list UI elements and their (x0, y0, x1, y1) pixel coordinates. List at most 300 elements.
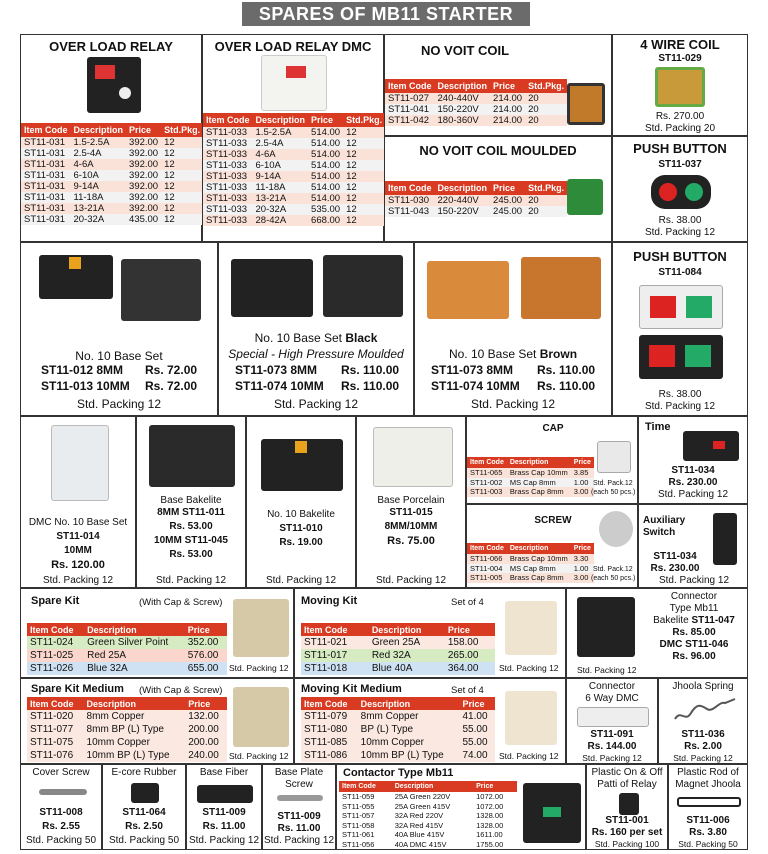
connector-panel (566, 588, 748, 678)
connector-image (577, 597, 635, 657)
table-cell: 214.00 (490, 93, 525, 104)
table-cell: 6-10A (71, 170, 127, 181)
item-name: Connector (670, 591, 718, 602)
table-row (301, 723, 495, 736)
price-table: Item Code Description Price ST11-024 Green Silver Point 352.00 ST11-025 Red 25A 576.00 ST11-026 Blue 32A 655.00 (27, 623, 227, 675)
table-cell: ST11-080 (301, 723, 358, 736)
table-row (339, 802, 517, 812)
panel-title: 4 WIRE COIL (640, 37, 720, 52)
moving-kit-panel (294, 588, 566, 678)
std-packing: Std. Packing 12 (644, 227, 716, 238)
price: Rs. 72.00 (145, 363, 198, 377)
table-cell: 12 (343, 160, 385, 171)
table-cell: 392.00 (126, 137, 161, 148)
panel-title: PUSH BUTTON (633, 249, 727, 264)
table-row (21, 159, 203, 170)
price: Rs. 53.00 (169, 549, 213, 560)
item-code: ST11-029 (658, 53, 702, 64)
base-image (121, 259, 201, 321)
table-cell: 12 (161, 181, 203, 192)
table-cell: MS Cap 8mm (507, 478, 571, 488)
price: Rs. 96.00 (672, 651, 716, 662)
std-packing: Std. Packing 12 (577, 665, 637, 675)
table-cell: 25A Green 415V (394, 801, 451, 811)
std-packing: Std. Packing 12 (188, 835, 260, 846)
table-row (301, 649, 495, 662)
table-row (467, 564, 594, 574)
price-table: Item Code Description Price ST11-079 8mm Copper 41.00 ST11-080 BP (L) Type 55.00 ST11-085 10mm Copper 55.00 ST11-086 10mm BP (L) Type 74.00 (301, 697, 495, 762)
table-cell: 392.00 (126, 192, 161, 203)
table-row (21, 203, 203, 214)
table-cell: 180-360V (435, 115, 491, 126)
item-name: No. 10 Bakelite (267, 509, 335, 520)
base-image (231, 259, 313, 317)
dmc-base-set-panel (20, 416, 136, 588)
jhoola-spring-panel (658, 678, 748, 764)
item-name: No. 10 Base Set Black (254, 331, 378, 345)
std-packing: Std. Packing 12 (265, 575, 337, 586)
base-set-panel (20, 242, 218, 416)
table-cell: 25A Green 220V (394, 792, 451, 801)
table-cell: 392.00 (126, 170, 161, 181)
table-cell: 41.00 (459, 710, 495, 723)
price-table: Item Code Description Price Std.Pkg. ST11-033 1.5-2.5A 514.00 12 ST11-033 2.5-4A 514.00 12 ST11-033 4-6A 514.00 12 ST11-033 6-10A 514.00 12 ST11-033 9-14A 514.00 12 ST11-033 11-18A 514.00 12 ST11-033 13-21A 514.00 12 ST11-033 20-32A 535.00 12 ST11-033 28-42A 668.00 12 (203, 113, 385, 226)
contactor-panel (336, 764, 586, 850)
panel-title: Spare Kit (31, 595, 80, 607)
table-cell: 12 (343, 193, 385, 204)
push-button-panel-2 (612, 242, 748, 416)
price: Rs. 270.00 (655, 111, 705, 122)
table-cell: ST11-033 (203, 215, 253, 226)
item-code: ST11-073 8MM (235, 363, 318, 377)
item-name: Base Porcelain (377, 495, 445, 506)
table-row (21, 192, 203, 203)
panel-title: NO VOIT COIL (420, 43, 510, 58)
patti-image (619, 793, 639, 815)
table-cell: 6-10A (253, 160, 309, 171)
table-cell: 9-14A (71, 181, 127, 192)
item-name: DMC No. 10 Base Set (28, 517, 128, 528)
table-cell: 20 (525, 195, 567, 206)
spring-image (671, 695, 739, 725)
switch-image (713, 513, 737, 565)
table-row (339, 830, 517, 840)
table-cell: ST11-026 (27, 662, 84, 675)
base-image (521, 257, 601, 319)
table-row (203, 149, 385, 160)
table-cell: 20 (525, 104, 567, 115)
table-row (301, 749, 495, 762)
table-cell: 40A Blue 415V (394, 830, 445, 839)
table-cell: ST11-033 (203, 171, 253, 182)
table-cell: 20-32A (71, 214, 127, 225)
panel-note: Set of 4 (451, 685, 484, 696)
table-cell: 3.85 (571, 468, 594, 478)
spare-kit-panel (20, 588, 294, 678)
table-cell: ST11-005 (467, 573, 507, 583)
panel-title: Base Plate (274, 767, 324, 778)
subtitle: Special - High Pressure Moulded (228, 347, 404, 361)
base-image (149, 425, 235, 487)
table-cell: ST11-024 (27, 636, 84, 649)
table-row (21, 137, 203, 148)
table-row (203, 193, 385, 204)
table-row (27, 749, 227, 762)
cap-panel (466, 416, 638, 504)
std-packing: Std. Packing 50 (108, 835, 180, 846)
table-cell: ST11-061 (342, 830, 375, 839)
table-cell: 12 (343, 182, 385, 193)
item-code: ST11-091 (590, 729, 634, 740)
table-cell: 392.00 (126, 159, 161, 170)
table-cell: ST11-031 (21, 159, 71, 170)
overload-relay-panel (20, 34, 202, 242)
table-cell: ST11-055 (342, 801, 375, 811)
table-cell: 8mm Copper (358, 710, 460, 723)
item-name: Type Mb11 (669, 603, 719, 614)
base-image (427, 261, 509, 319)
table-cell: 12 (343, 204, 385, 215)
table-cell: 1328.00 (476, 820, 504, 830)
table-row (385, 104, 567, 115)
table-cell: ST11-033 (203, 182, 253, 193)
table-cell: 28-42A (253, 215, 309, 226)
table-cell: ST11-033 (203, 204, 253, 215)
no10-bakelite-panel (246, 416, 356, 588)
table-cell: 1072.00 (476, 792, 504, 801)
price-table: Item Code Description Price Std.Pkg. ST11-030 220-440V 245.00 20 ST11-043 150-220V 245.00 20 (385, 181, 567, 217)
panel-title: Time (645, 421, 671, 433)
item-code: ST11-014 (56, 531, 100, 542)
table-cell: 1611.00 (476, 830, 503, 839)
base-image (323, 255, 403, 317)
table-cell: Brass Cap 8mm (507, 573, 571, 583)
std-packing: Std. Packing 12 (229, 663, 289, 673)
std-packing: Std. Packing 100 (594, 839, 660, 849)
panel-note: (With Cap & Screw) (139, 685, 223, 696)
table-cell: 576.00 (185, 649, 227, 662)
price: Rs. 85.00 (672, 627, 716, 638)
table-row (339, 792, 517, 802)
item-code: ST11-013 10MM (41, 379, 130, 393)
rubber-image (131, 783, 159, 803)
table-cell: ST11-058 (342, 820, 375, 830)
table-cell: 13-21A (253, 193, 309, 204)
table-cell: 8mm BP (L) Type (84, 723, 186, 736)
item-code: ST11-008 (39, 807, 83, 818)
table-row (301, 736, 495, 749)
table-cell: MS Cap 8mm (507, 564, 571, 574)
item-code: ST11-074 10MM (235, 379, 324, 393)
table-cell: 240-440V (435, 93, 491, 104)
price: Rs. 75.00 (387, 535, 435, 547)
item-code: ST11-009 (277, 811, 321, 822)
table-row (27, 736, 227, 749)
item-name: 6 Way DMC (585, 693, 639, 704)
table-cell: ST11-057 (342, 811, 375, 820)
kit-image (505, 601, 557, 655)
table-cell: 10mm BP (L) Type (358, 749, 460, 762)
table-cell: Brass Cap 10mm (507, 468, 571, 478)
std-packing: Std. Packing 50 (678, 839, 738, 849)
std-packing: Std. Packing 12 (658, 575, 730, 586)
price-table: Item Code Description Price ST11-059 25A Green 220V 1072.00 ST11-055 25A Green 415V 1072.00 ST11-057 32A Red 220V 1328.00 ST11-058 32A Red 415V 1328.00 ST11-061 40A Blue 415V 1611.00 ST11-056 40A DMC 415V 1755.00 (339, 781, 517, 849)
table-row (385, 195, 567, 206)
push-button-image (651, 175, 711, 209)
panel-title: OVER LOAD RELAY DMC (214, 39, 372, 54)
price: Rs. 11.00 (277, 823, 321, 834)
price-table: Item Code Description Price ST11-066 Brass Cap 10mm 3.30 ST11-004 MS Cap 8mm 1.00 ST11-005 Brass Cap 8mm 3.00 (467, 543, 594, 583)
table-cell: 55.00 (459, 723, 495, 736)
table-cell: 74.00 (459, 749, 495, 762)
table-cell: ST11-031 (21, 148, 71, 159)
table-cell: 132.00 (185, 710, 227, 723)
table-cell: 20-32A (253, 204, 309, 215)
price: Rs. 230.00 (668, 477, 718, 488)
table-cell: Green 25A (369, 636, 445, 649)
table-cell: ST11-066 (467, 554, 507, 564)
table-cell: ST11-033 (203, 160, 253, 171)
timer-image (683, 431, 739, 461)
price: Rs. 110.00 (537, 363, 596, 377)
time-panel (638, 416, 748, 504)
table-row (21, 148, 203, 159)
pack-note: (each 50 pcs.) (591, 575, 636, 582)
table-row (385, 93, 567, 104)
table-cell: 12 (343, 149, 385, 160)
panel-title: Plastic On & Off (591, 767, 663, 778)
table-cell: 514.00 (308, 127, 343, 138)
table-cell: ST11-042 (385, 115, 435, 126)
base-bakelite-panel (136, 416, 246, 588)
rod-image (677, 797, 741, 807)
base-image (39, 255, 113, 299)
table-cell: 514.00 (308, 182, 343, 193)
connector-6way-panel (566, 678, 658, 764)
table-row (27, 723, 227, 736)
moulded-coil-image (567, 179, 603, 215)
item-code: 8MM ST11-011 (157, 507, 225, 518)
item-code: 10MM ST11-045 (154, 535, 228, 546)
panel-title: PUSH BUTTON (633, 141, 727, 156)
table-cell: 1072.00 (476, 801, 504, 811)
table-row (467, 487, 594, 497)
table-row (21, 181, 203, 192)
table-cell: ST11-002 (467, 478, 507, 488)
table-cell: ST11-065 (467, 468, 507, 478)
cap-image (597, 441, 631, 473)
table-cell: 20 (525, 206, 567, 217)
price: Rs. 38.00 (658, 389, 702, 400)
table-cell: 13-21A (71, 203, 127, 214)
table-cell: 1.00 (571, 478, 594, 488)
item-code: ST11-012 8MM (41, 363, 124, 377)
contactor-image (523, 783, 581, 843)
price: Rs. 2.50 (125, 821, 163, 832)
table-cell: ST11-079 (301, 710, 358, 723)
panel-note: (With Cap & Screw) (139, 597, 223, 608)
panel-title: Patti of Relay (597, 779, 657, 790)
overload-relay-dmc-panel (202, 34, 384, 242)
table-cell: 11-18A (253, 182, 309, 193)
panel-title: NO VOIT COIL MOULDED (419, 143, 577, 158)
price-table: Item Code Description Price ST11-020 8mm Copper 132.00 ST11-077 8mm BP (L) Type 200.00 ST11-075 10mm Copper 200.00 ST11-076 10mm BP (L) Type 240.00 (27, 697, 227, 762)
item-size: 8MM/10MM (384, 521, 438, 532)
table-cell: ST11-027 (385, 93, 435, 104)
std-packing: Std. Packing 12 (582, 753, 642, 763)
table-cell: ST11-030 (385, 195, 435, 206)
table-cell: 514.00 (308, 160, 343, 171)
table-cell: Red 25A (84, 649, 185, 662)
table-cell: BP (L) Type (358, 723, 460, 736)
price: Rs. 230.00 (650, 563, 700, 574)
base-image (51, 425, 109, 501)
table-row (385, 115, 567, 126)
table-cell: Red 32A (369, 649, 445, 662)
table-cell: Green Silver Point (84, 636, 185, 649)
table-cell: Brass Cap 8mm (507, 487, 571, 497)
table-cell: 435.00 (126, 214, 161, 225)
price: Rs. 110.00 (341, 379, 400, 393)
item-code: ST11-064 (122, 807, 166, 818)
item-code: ST11-073 8MM (431, 363, 514, 377)
table-cell: ST11-059 (342, 792, 375, 801)
screw-image (277, 795, 323, 801)
panel-title: Jhoola Spring (672, 681, 734, 692)
price: Rs. 110.00 (537, 379, 596, 393)
table-cell: 535.00 (308, 204, 343, 215)
item-code: ST11-015 (389, 507, 433, 518)
table-cell: 4-6A (253, 149, 309, 160)
kit-image (233, 687, 289, 747)
item-code: DMC ST11-046 (659, 639, 729, 650)
table-cell: ST11-033 (203, 149, 253, 160)
table-cell: 12 (161, 170, 203, 181)
panel-title: SCREW (534, 515, 572, 526)
table-cell: 10mm BP (L) Type (84, 749, 186, 762)
price: Rs. 160 per set (591, 827, 663, 838)
base-set-brown-panel (414, 242, 612, 416)
panel-title: Spare Kit Medium (31, 683, 124, 695)
table-cell: ST11-020 (27, 710, 84, 723)
price: Rs. 3.80 (689, 827, 727, 838)
table-row (301, 636, 495, 649)
item-name: No. 10 Base Set Brown (448, 347, 578, 361)
price: Rs. 2.55 (42, 821, 80, 832)
spare-kit-medium-panel (20, 678, 294, 764)
base-fiber-panel (186, 764, 262, 850)
table-cell: 12 (343, 215, 385, 226)
table-cell: 220-440V (435, 195, 491, 206)
table-cell: ST11-076 (27, 749, 84, 762)
table-cell: 150-220V (435, 104, 491, 115)
plastic-rod-panel (668, 764, 748, 850)
table-cell: 1.00 (571, 564, 594, 574)
table-cell: ST11-031 (21, 214, 71, 225)
table-cell: 12 (343, 127, 385, 138)
table-cell: 4-6A (71, 159, 127, 170)
moving-kit-medium-panel (294, 678, 566, 764)
item-code: ST11-001 (605, 815, 649, 826)
table-cell: 9-14A (253, 171, 309, 182)
table-cell: ST11-033 (203, 193, 253, 204)
table-row (203, 204, 385, 215)
table-cell: ST11-021 (301, 636, 369, 649)
table-cell: ST11-025 (27, 649, 84, 662)
panel-note: Set of 4 (451, 597, 484, 608)
item-code: Bakelite ST11-047 (653, 615, 735, 626)
price: Rs. 11.00 (202, 821, 246, 832)
connector-image (577, 707, 649, 727)
std-packing: Std. Packing 12 (375, 575, 447, 586)
table-cell: 12 (161, 203, 203, 214)
panel-title: Auxiliary (643, 515, 686, 526)
table-cell: 214.00 (490, 115, 525, 126)
std-packing: Std. Packing 12 (263, 835, 335, 846)
price-table: Item Code Description Price Std.Pkg. ST11-027 240-440V 214.00 20 ST11-041 150-220V 214.00 20 ST11-042 180-360V 214.00 20 (385, 79, 567, 126)
item-code: ST11-084 (658, 267, 702, 278)
std-packing: Std. Packing 12 (470, 397, 556, 411)
table-cell: 20 (525, 93, 567, 104)
table-row (27, 649, 227, 662)
std-packing: Std. Pack.12 (593, 566, 633, 573)
price: Rs. 19.00 (279, 537, 323, 548)
price: Rs. 144.00 (587, 741, 637, 752)
base-plate-screw-panel (262, 764, 336, 850)
four-wire-coil-panel (612, 34, 748, 136)
base-image (261, 439, 343, 491)
std-packing: Std. Packing 12 (644, 401, 716, 412)
table-cell: Blue 32A (84, 662, 185, 675)
table-cell: 32A Red 415V (394, 820, 444, 830)
table-cell: ST11-003 (467, 487, 507, 497)
base-image (373, 427, 453, 487)
base-set-black-panel (218, 242, 414, 416)
std-packing: Std. Packing 12 (673, 753, 733, 763)
table-row (385, 206, 567, 217)
table-cell: 392.00 (126, 181, 161, 192)
std-packing: Std. Packing 12 (155, 575, 227, 586)
table-cell: 1.5-2.5A (71, 137, 127, 148)
panel-title: Switch (643, 527, 676, 538)
table-cell: 20 (525, 115, 567, 126)
screw-image (599, 511, 633, 547)
panel-title: Magnet Jhoola (675, 779, 741, 790)
push-button-image (639, 285, 723, 329)
table-row (21, 214, 203, 225)
item-code: ST11-010 (279, 523, 323, 534)
table-row (203, 160, 385, 171)
table-cell: ST11-031 (21, 192, 71, 203)
table-cell: 12 (343, 171, 385, 182)
table-cell: 12 (161, 137, 203, 148)
panel-title: Moving Kit Medium (301, 683, 402, 695)
coil-image (655, 67, 705, 107)
table-cell: 1328.00 (476, 811, 504, 820)
table-cell: ST11-031 (21, 137, 71, 148)
table-cell: 1755.00 (476, 839, 504, 849)
table-cell: 352.00 (185, 636, 227, 649)
table-cell: 514.00 (308, 193, 343, 204)
item-code: ST11-034 (653, 551, 697, 562)
table-cell: ST11-031 (21, 181, 71, 192)
table-row (27, 662, 227, 675)
item-code: ST11-036 (681, 729, 725, 740)
panel-title: Plastic Rod of (677, 767, 739, 778)
table-cell: ST11-031 (21, 203, 71, 214)
table-row (339, 811, 517, 821)
table-cell: 55.00 (459, 736, 495, 749)
